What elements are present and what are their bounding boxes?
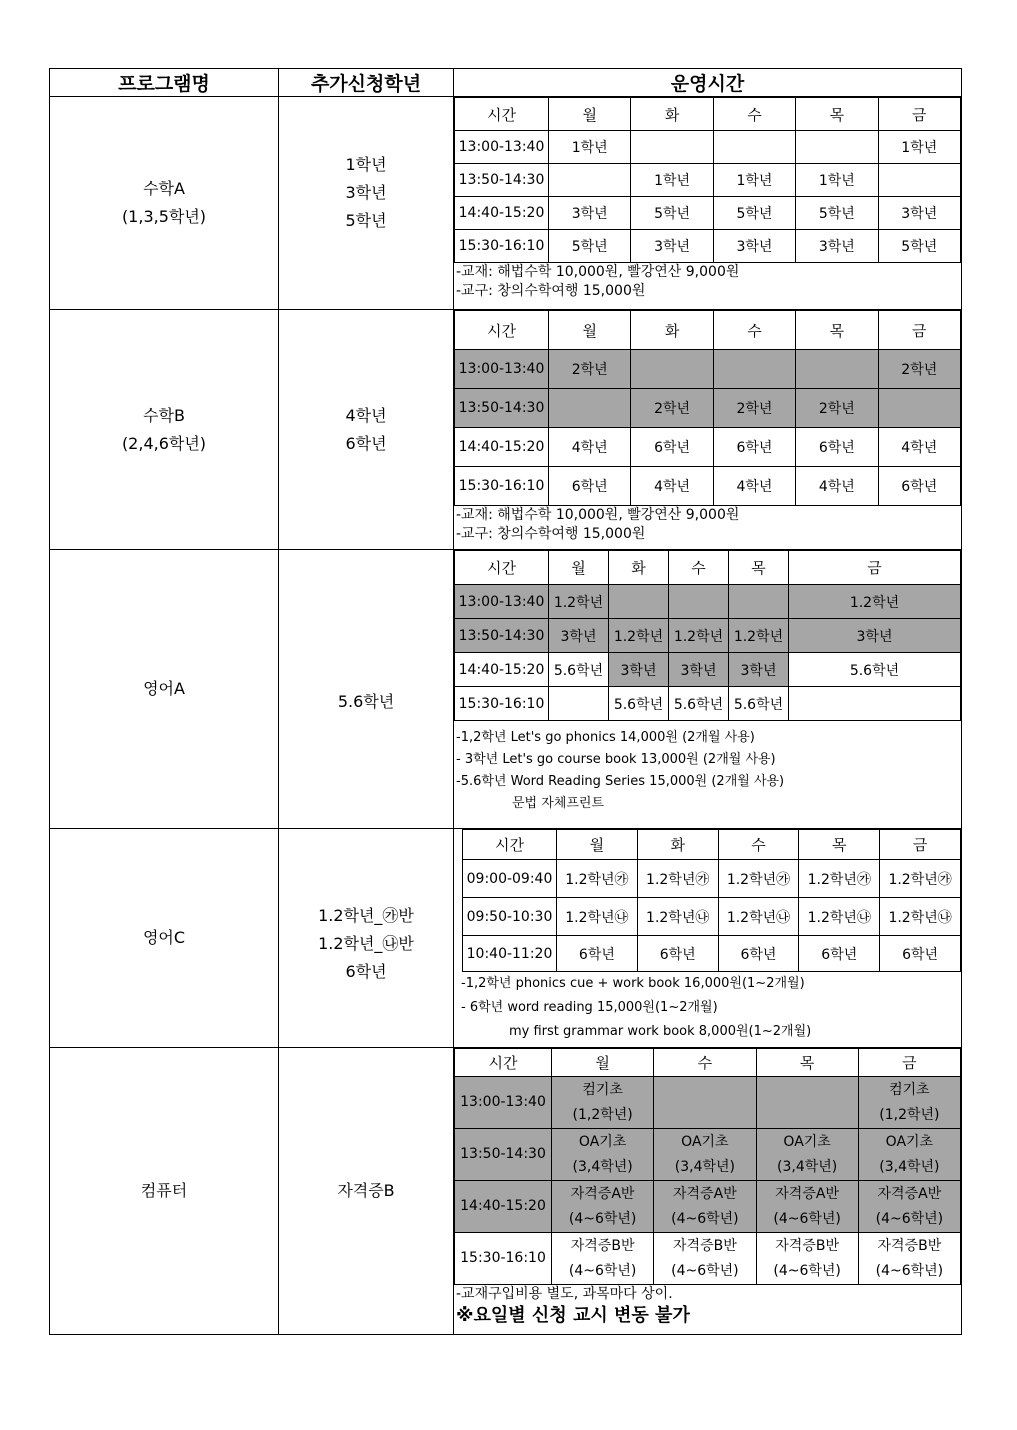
note-line: my first grammar work book 8,000원(1~2개월) <box>509 1024 812 1039</box>
slot-cell: 5학년 <box>631 197 713 230</box>
slot-cell: 5.6학년 <box>789 653 961 687</box>
day-header: 수 <box>713 311 795 350</box>
note-line: -교재: 해법수학 10,000원, 빨강연산 9,000원 <box>456 264 740 280</box>
schedule-row <box>455 230 961 263</box>
time-slot: 14:40-15:20 <box>455 197 549 230</box>
note-line: -1,2학년 Let's go phonics 14,000원 (2개월 사용) <box>456 730 755 745</box>
day-header: 월 <box>549 311 631 350</box>
time-slot: 13:00-13:40 <box>455 1077 552 1129</box>
schedule-row <box>463 936 961 972</box>
note-line: -교구: 창의수학여행 15,000원 <box>456 283 646 299</box>
day-header: 금 <box>880 830 961 860</box>
day-header: 수 <box>654 1049 756 1077</box>
slot-cell <box>654 1233 756 1285</box>
schedule-row <box>455 197 961 230</box>
schedule-cell <box>454 97 962 310</box>
slot-cell: 4학년 <box>631 467 713 506</box>
slot-cell: 3학년 <box>631 230 713 263</box>
class-name: 컴기초 <box>582 1081 623 1098</box>
class-name: 자격증A반 <box>673 1185 737 1202</box>
grade-cell <box>279 310 454 550</box>
time-slot: 15:30-16:10 <box>455 230 549 263</box>
schedule-row <box>455 467 961 506</box>
schedule-row <box>455 1181 961 1233</box>
slot-cell <box>552 1181 654 1233</box>
slot-cell: 6학년 <box>878 467 960 506</box>
day-header: 목 <box>729 551 789 585</box>
slot-cell: 5.6학년 <box>549 653 609 687</box>
slot-cell: 5학년 <box>549 230 631 263</box>
notes <box>454 721 961 815</box>
slot-cell <box>631 131 713 164</box>
day-header: 화 <box>631 98 713 131</box>
slot-cell <box>858 1233 960 1285</box>
schedule-cell <box>454 1048 962 1335</box>
slot-cell <box>796 350 878 389</box>
time-slot: 13:50-14:30 <box>455 619 549 653</box>
note-line: -5.6학년 Word Reading Series 15,000원 (2개월 사용) <box>456 774 785 789</box>
notes <box>454 1285 961 1328</box>
day-header: 시간 <box>455 311 549 350</box>
program-name: 수학B <box>143 405 185 425</box>
grade-item: 5학년 <box>345 211 387 230</box>
grade-cell <box>279 829 454 1048</box>
schedule-row <box>455 428 961 467</box>
slot-cell: 3학년 <box>729 653 789 687</box>
slot-cell: 3학년 <box>789 619 961 653</box>
slot-cell: 1.2학년㉮ <box>637 860 718 898</box>
schedule-header <box>455 1049 961 1077</box>
schedule-row <box>463 860 961 898</box>
slot-cell: 1학년 <box>549 131 631 164</box>
day-header: 금 <box>878 311 960 350</box>
grade-cell <box>279 1048 454 1335</box>
slot-cell <box>549 389 631 428</box>
time-slot: 15:30-16:10 <box>455 1233 552 1285</box>
slot-cell: 3학년 <box>669 653 729 687</box>
grade-item: 4학년 <box>345 405 387 425</box>
day-header: 목 <box>796 311 878 350</box>
schedule-header <box>463 830 961 860</box>
grade-item: 3학년 <box>345 183 387 202</box>
program-name: 영어A <box>143 679 185 698</box>
slot-cell: 3학년 <box>796 230 878 263</box>
slot-cell: 1.2학년㉮ <box>799 860 880 898</box>
slot-cell: 1학년 <box>631 164 713 197</box>
day-header: 금 <box>858 1049 960 1077</box>
slot-cell: 3학년 <box>549 619 609 653</box>
notes <box>454 263 961 301</box>
time-slot: 13:50-14:30 <box>455 164 549 197</box>
day-header: 시간 <box>455 98 549 131</box>
slot-cell <box>609 585 669 619</box>
slot-cell: 6학년 <box>713 428 795 467</box>
grade-cell <box>279 97 454 310</box>
slot-cell: 1.2학년㉮ <box>557 860 638 898</box>
slot-cell: 6학년 <box>557 936 638 972</box>
slot-cell: 4학년 <box>796 467 878 506</box>
slot-cell <box>789 687 961 721</box>
time-slot: 13:00-13:40 <box>455 350 549 389</box>
slot-cell: 1.2학년㉯ <box>637 898 718 936</box>
class-grades: (3,4학년) <box>572 1158 633 1175</box>
slot-cell: 5.6학년 <box>729 687 789 721</box>
schedule-row <box>455 164 961 197</box>
slot-cell <box>654 1181 756 1233</box>
slot-cell <box>654 1129 756 1181</box>
slot-cell <box>654 1077 756 1129</box>
slot-cell <box>549 164 631 197</box>
class-grades: (4~6학년) <box>875 1210 944 1227</box>
slot-cell <box>729 585 789 619</box>
slot-cell <box>858 1129 960 1181</box>
schedule-table <box>454 97 961 263</box>
header-program: 프로그램명 <box>50 69 279 97</box>
slot-cell: 6학년 <box>718 936 799 972</box>
class-grades: (1,2학년) <box>572 1106 633 1123</box>
class-grades: (4~6학년) <box>671 1210 739 1227</box>
schedule-row <box>455 1129 961 1181</box>
program-row-english-c <box>50 829 962 1048</box>
class-name: OA기초 <box>578 1133 627 1150</box>
class-grades: (3,4학년) <box>674 1158 735 1175</box>
slot-cell <box>756 1129 858 1181</box>
schedule-row <box>455 350 961 389</box>
class-name: 자격증A반 <box>775 1185 839 1202</box>
class-grades: (4~6학년) <box>568 1262 637 1279</box>
program-target: (1,3,5학년) <box>121 207 207 226</box>
slot-cell: 4학년 <box>713 467 795 506</box>
slot-cell: 6학년 <box>637 936 718 972</box>
program-name-cell <box>50 829 279 1048</box>
schedule-row <box>455 585 961 619</box>
slot-cell <box>549 687 609 721</box>
header-time: 운영시간 <box>454 69 962 97</box>
time-slot: 13:00-13:40 <box>455 131 549 164</box>
slot-cell: 2학년 <box>631 389 713 428</box>
time-slot: 14:40-15:20 <box>455 428 549 467</box>
schedule-row <box>455 131 961 164</box>
grade-cell <box>279 550 454 829</box>
header-row <box>50 69 962 97</box>
slot-cell <box>756 1181 858 1233</box>
grade-item: 자격증B <box>337 1181 395 1200</box>
program-row-computer <box>50 1048 962 1335</box>
time-slot: 09:50-10:30 <box>463 898 557 936</box>
class-grades: (3,4학년) <box>777 1158 838 1175</box>
time-slot: 13:50-14:30 <box>455 389 549 428</box>
slot-cell <box>878 164 960 197</box>
slot-cell: 3학년 <box>878 197 960 230</box>
slot-cell: 1학년 <box>878 131 960 164</box>
slot-cell <box>631 350 713 389</box>
program-name-cell <box>50 310 279 550</box>
day-header: 월 <box>549 551 609 585</box>
day-header: 금 <box>789 551 961 585</box>
header-grade: 추가신청학년 <box>279 69 454 97</box>
slot-cell <box>713 350 795 389</box>
grade-item: 6학년 <box>345 962 387 981</box>
slot-cell: 1.2학년㉯ <box>880 898 961 936</box>
time-slot: 09:00-09:40 <box>463 860 557 898</box>
program-table <box>49 68 962 1335</box>
day-header: 목 <box>756 1049 858 1077</box>
slot-cell: 1.2학년 <box>729 619 789 653</box>
slot-cell <box>552 1233 654 1285</box>
schedule-row <box>455 653 961 687</box>
schedule-table <box>454 310 961 506</box>
slot-cell: 5.6학년 <box>669 687 729 721</box>
day-header: 시간 <box>455 551 549 585</box>
schedule-row <box>455 619 961 653</box>
slot-cell: 2학년 <box>713 389 795 428</box>
slot-cell: 5학년 <box>713 197 795 230</box>
class-grades: (4~6학년) <box>568 1210 637 1227</box>
slot-cell: 1.2학년 <box>609 619 669 653</box>
slot-cell: 1.2학년㉮ <box>880 860 961 898</box>
day-header: 목 <box>799 830 880 860</box>
slot-cell: 6학년 <box>549 467 631 506</box>
time-slot: 13:50-14:30 <box>455 1129 552 1181</box>
day-header: 월 <box>552 1049 654 1077</box>
grade-item: 5.6학년 <box>337 692 395 711</box>
slot-cell: 2학년 <box>796 389 878 428</box>
program-name: 수학A <box>143 179 185 198</box>
note-line: -교재: 해법수학 10,000원, 빨강연산 9,000원 <box>456 507 740 523</box>
slot-cell <box>669 585 729 619</box>
grade-item: 1학년 <box>345 155 387 174</box>
day-header: 화 <box>609 551 669 585</box>
class-grades: (1,2학년) <box>879 1106 940 1123</box>
slot-cell: 4학년 <box>549 428 631 467</box>
slot-cell <box>756 1077 858 1129</box>
slot-cell: 6학년 <box>880 936 961 972</box>
slot-cell <box>713 131 795 164</box>
schedule-cell <box>454 550 962 829</box>
class-name: OA기초 <box>783 1133 831 1150</box>
class-name: 자격증B반 <box>877 1237 942 1254</box>
schedule-cell <box>454 310 962 550</box>
day-header: 금 <box>878 98 960 131</box>
note-line: 문법 자체프린트 <box>512 796 605 811</box>
schedule-row <box>455 1077 961 1129</box>
slot-cell: 3학년 <box>549 197 631 230</box>
day-header: 목 <box>796 98 878 131</box>
slot-cell <box>796 131 878 164</box>
slot-cell: 1학년 <box>796 164 878 197</box>
slot-cell: 1.2학년㉯ <box>557 898 638 936</box>
schedule-row <box>455 1233 961 1285</box>
program-name-cell <box>50 1048 279 1335</box>
notes <box>459 972 961 1044</box>
schedule-header <box>455 98 961 131</box>
program-name: 컴퓨터 <box>140 1181 188 1200</box>
program-name-cell <box>50 550 279 829</box>
day-header: 수 <box>718 830 799 860</box>
slot-cell: 6학년 <box>796 428 878 467</box>
program-row-english-a <box>50 550 962 829</box>
slot-cell: 5.6학년 <box>609 687 669 721</box>
slot-cell: 6학년 <box>631 428 713 467</box>
class-grades: (4~6학년) <box>875 1262 944 1279</box>
slot-cell <box>756 1233 858 1285</box>
class-grades: (4~6학년) <box>773 1210 841 1227</box>
schedule-cell <box>454 829 962 1048</box>
grade-item: 1.2학년_㉯반 <box>318 934 414 953</box>
class-grades: (4~6학년) <box>671 1262 739 1279</box>
class-name: 자격증A반 <box>570 1185 635 1202</box>
slot-cell: 1.2학년 <box>549 585 609 619</box>
note-line: -교재구입비용 별도, 과목마다 상이. <box>456 1286 673 1302</box>
class-name: 자격증B반 <box>673 1237 737 1254</box>
slot-cell: 6학년 <box>799 936 880 972</box>
time-slot: 15:30-16:10 <box>455 467 549 506</box>
day-header: 화 <box>631 311 713 350</box>
class-name: OA기초 <box>681 1133 729 1150</box>
slot-cell: 3학년 <box>609 653 669 687</box>
slot-cell: 1.2학년 <box>669 619 729 653</box>
class-name: 자격증A반 <box>877 1185 942 1202</box>
time-slot: 14:40-15:20 <box>455 653 549 687</box>
day-header: 수 <box>713 98 795 131</box>
slot-cell <box>552 1129 654 1181</box>
slot-cell: 2학년 <box>878 350 960 389</box>
class-grades: (3,4학년) <box>879 1158 940 1175</box>
program-row-math-b <box>50 310 962 550</box>
program-target: (2,4,6학년) <box>121 433 207 453</box>
program-name: 영어C <box>142 928 186 947</box>
schedule-row <box>455 687 961 721</box>
slot-cell: 5학년 <box>796 197 878 230</box>
schedule-table <box>454 1048 961 1285</box>
slot-cell: 2학년 <box>549 350 631 389</box>
note-line: - 3학년 Let's go course book 13,000원 (2개월 사용) <box>456 752 776 767</box>
time-slot: 13:00-13:40 <box>455 585 549 619</box>
slot-cell: 1.2학년 <box>789 585 961 619</box>
grade-item: 1.2학년_㉮반 <box>318 906 414 925</box>
day-header: 시간 <box>463 830 557 860</box>
note-line: -1,2학년 phonics cue + work book 16,000원(1~2개월) <box>461 976 805 991</box>
notes <box>454 506 961 544</box>
time-slot: 15:30-16:10 <box>455 687 549 721</box>
program-row-math-a <box>50 97 962 310</box>
slot-cell: 1.2학년㉯ <box>799 898 880 936</box>
day-header: 시간 <box>455 1049 552 1077</box>
grade-item: 6학년 <box>345 433 387 453</box>
schedule-row <box>455 389 961 428</box>
slot-cell: 3학년 <box>713 230 795 263</box>
day-header: 월 <box>549 98 631 131</box>
class-name: OA기초 <box>885 1133 934 1150</box>
slot-cell <box>858 1181 960 1233</box>
day-header: 수 <box>669 551 729 585</box>
slot-cell <box>858 1077 960 1129</box>
note-line: - 6학년 word reading 15,000원(1~2개월) <box>461 1000 718 1015</box>
slot-cell: 4학년 <box>878 428 960 467</box>
time-slot: 10:40-11:20 <box>463 936 557 972</box>
slot-cell <box>878 389 960 428</box>
class-name: 컴기초 <box>889 1081 930 1098</box>
slot-cell: 5학년 <box>878 230 960 263</box>
day-header: 월 <box>557 830 638 860</box>
schedule-row <box>463 898 961 936</box>
schedule-header <box>455 551 961 585</box>
program-name-cell <box>50 97 279 310</box>
schedule-table <box>454 550 961 721</box>
note-line: -교구: 창의수학여행 15,000원 <box>456 526 646 542</box>
schedule-header <box>455 311 961 350</box>
class-name: 자격증B반 <box>570 1237 635 1254</box>
schedule-table <box>462 829 961 972</box>
slot-cell: 1.2학년㉮ <box>718 860 799 898</box>
slot-cell <box>552 1077 654 1129</box>
warning-note: ※요일별 신청 교시 변동 불가 <box>456 1305 690 1326</box>
slot-cell: 1.2학년㉯ <box>718 898 799 936</box>
class-grades: (4~6학년) <box>773 1262 841 1279</box>
class-name: 자격증B반 <box>775 1237 839 1254</box>
day-header: 화 <box>637 830 718 860</box>
time-slot: 14:40-15:20 <box>455 1181 552 1233</box>
slot-cell: 1학년 <box>713 164 795 197</box>
